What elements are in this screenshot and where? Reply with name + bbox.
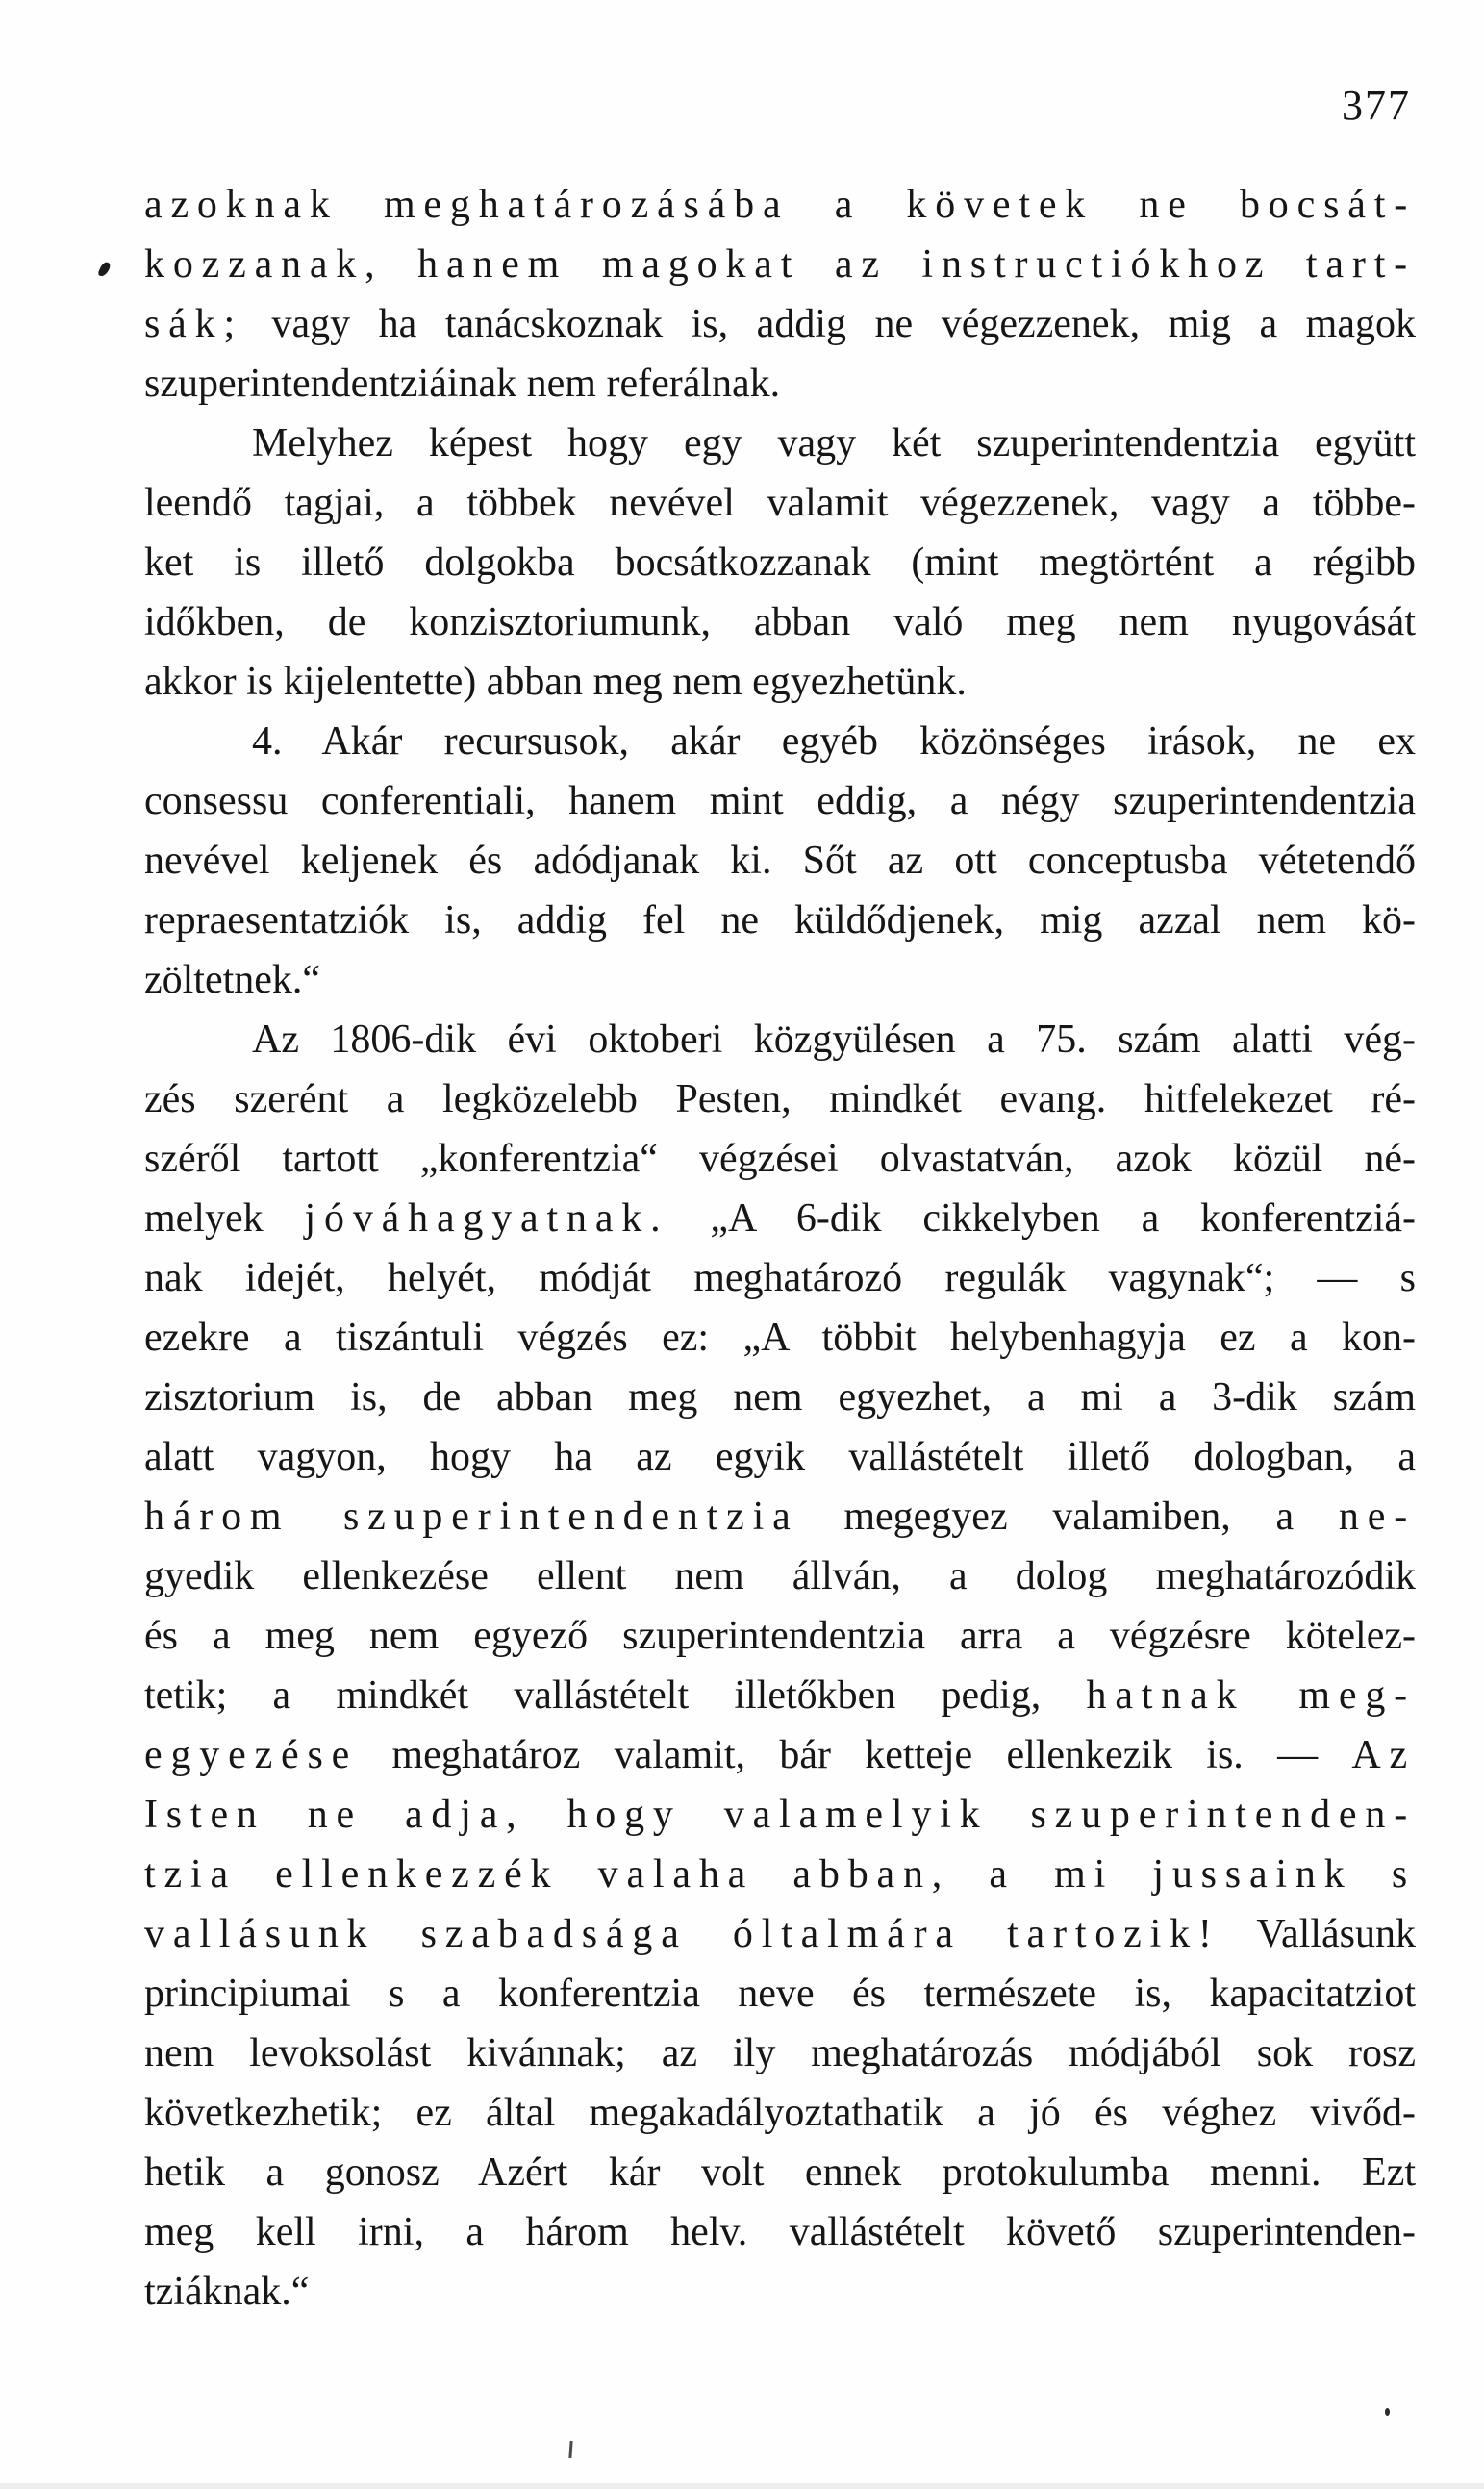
- text-segment: 4. Akár recursusok, akár egyéb közönséges irások, ne ex: [252, 719, 1416, 764]
- text-segment: meg kell irni, a három helv. vallástételt követő szuperintenden-: [144, 2210, 1416, 2254]
- letterspaced-text: Isten ne adja, hogy valamelyik szuperintenden-: [144, 1793, 1416, 1837]
- text-segment: repraesentatziók is, addig fel ne küldődjenek, mig azzal nem kö-: [144, 898, 1416, 943]
- text-line: [144, 1785, 1416, 1845]
- text-segment: szuperintendentziáinak nem referálnak.: [144, 362, 781, 406]
- text-line: [144, 473, 1416, 533]
- text-line: [144, 771, 1416, 831]
- text-segment: tziáknak.“: [144, 2270, 310, 2314]
- letterspaced-text: jóváhagyatnak.: [304, 1196, 669, 1241]
- text-line: [144, 2143, 1416, 2202]
- text-segment: nak idejét, helyét, módját meghatározó regulák vagynak“; — s: [144, 1256, 1416, 1300]
- letterspaced-text: egyezése: [144, 1733, 359, 1777]
- text-line: [144, 891, 1416, 950]
- text-line: [144, 2202, 1416, 2262]
- letterspaced-text: sák;: [144, 302, 243, 346]
- page-number: 377: [1342, 82, 1411, 129]
- text-segment: zés szerént a legközelebb Pesten, mindkét evang. hitfelekezet ré-: [144, 1077, 1416, 1121]
- text-line: [144, 1189, 1416, 1248]
- text-line: [144, 2262, 1416, 2322]
- text-line: [144, 1487, 1416, 1546]
- ink-speck: [568, 2441, 572, 2458]
- text-segment: akkor is kijelentette) abban meg nem egyezhetünk.: [144, 660, 967, 704]
- text-segment: Melyhez képest hogy egy vagy két szuperintendentzia együtt: [252, 421, 1416, 465]
- letterspaced-text: vallásunk szabadsága óltalmára tartozik!: [144, 1912, 1220, 1956]
- letterspaced-text: hatnak meg-: [1086, 1673, 1416, 1718]
- text-segment: gyedik ellenkezése ellent nem állván, a dolog meghatározódik: [144, 1554, 1416, 1598]
- text-segment: „A 6-dik cikkelyben a konferentziá-: [668, 1196, 1417, 1241]
- letterspaced-text: kozzanak, hanem magokat az instructiókhoz tart-: [144, 242, 1416, 287]
- text-segment: és a meg nem egyező szuperintendentzia arra a végzésre kötelez-: [144, 1614, 1416, 1658]
- text-line: [144, 950, 1416, 1010]
- text-line: [144, 1964, 1416, 2024]
- text-segment: principiumai s a konferentzia neve és természete is, kapacitatziot: [144, 1972, 1416, 2016]
- text-line: [144, 1069, 1416, 1129]
- text-line: [144, 2083, 1416, 2143]
- text-segment: nem levoksolást kivánnak; az ily meghatározás módjából sok rosz: [144, 2031, 1416, 2075]
- text-line: [144, 1129, 1416, 1189]
- text-segment: széről tartott „konferentzia“ végzései olvastatván, azok közül né-: [144, 1137, 1416, 1181]
- text-segment: tetik; a mindkét vallástételt illetőkben pedig,: [144, 1673, 1087, 1718]
- letterspaced-text: tzia ellenkezzék valaha abban, a mi jussaink s: [144, 1852, 1416, 1897]
- text-line: [144, 1845, 1416, 1904]
- text-segment: consessu conferentiali, hanem mint eddig, a négy szuperintendentzia: [144, 779, 1416, 823]
- text-segment: időkben, de konzisztoriumunk, abban való meg nem nyugovását: [144, 600, 1416, 644]
- text-segment: nevével keljenek és adódjanak ki. Sőt az ott conceptusba vétetendő: [144, 839, 1416, 883]
- ink-speck: [97, 261, 112, 278]
- text-line: [144, 1904, 1416, 1964]
- text-segment: ezekre a tiszántuli végzés ez: „A többit helybenhagyja ez a kon-: [144, 1316, 1416, 1360]
- text-line: [144, 1248, 1416, 1308]
- text-segment: zöltetnek.“: [144, 958, 321, 1002]
- text-line: [144, 2024, 1416, 2083]
- scan-edge-shadow: [0, 2483, 1484, 2489]
- text-segment: ket is illető dolgokba bocsátkozzanak (mint megtörtént a régibb: [144, 541, 1416, 585]
- letterspaced-text: azoknak meghatározásába a követek ne bocsát-: [144, 183, 1416, 227]
- text-segment: zisztorium is, de abban meg nem egyezhet, a mi a 3-dik szám: [144, 1375, 1416, 1420]
- text-line: [144, 354, 1416, 414]
- text-line: [144, 1606, 1416, 1666]
- text-line: [144, 414, 1416, 473]
- text-line: [144, 235, 1416, 294]
- text-segment: Vallásunk: [1220, 1912, 1416, 1956]
- text-line: [144, 1010, 1416, 1069]
- letterspaced-text: három szuperintendentzia: [144, 1495, 799, 1539]
- text-segment: vagy ha tanácskoznak is, addig ne végezzenek, mig a magok: [242, 302, 1416, 346]
- letterspaced-text: Az: [1351, 1733, 1416, 1777]
- text-segment: leendő tagjai, a többek nevével valamit végezzenek, vagy a többe-: [144, 481, 1416, 525]
- text-line: [144, 592, 1416, 652]
- text-line: [144, 1427, 1416, 1487]
- text-line: [144, 533, 1416, 592]
- text-segment: alatt vagyon, hogy ha az egyik vallástételt illető dologban, a: [144, 1435, 1416, 1479]
- text-segment: megegyez valamiben, a: [798, 1495, 1339, 1539]
- text-line: [144, 1368, 1416, 1427]
- text-line: [144, 652, 1416, 712]
- text-line: [144, 294, 1416, 354]
- text-line: [144, 1308, 1416, 1368]
- text-line: [144, 831, 1416, 891]
- text-segment: meghatároz valamit, bár ketteje ellenkezik is. —: [358, 1733, 1352, 1777]
- text-body: [144, 175, 1416, 2322]
- letterspaced-text: ne-: [1338, 1495, 1416, 1539]
- text-line: [144, 712, 1416, 771]
- text-segment: következhetik; ez által megakadályoztathatik a jó és véghez vivőd-: [144, 2091, 1416, 2135]
- text-segment: hetik a gonosz Azért kár volt ennek protokulumba menni. Ezt: [144, 2150, 1416, 2195]
- ink-speck: [1385, 2408, 1390, 2416]
- text-segment: Az 1806-dik évi oktoberi közgyülésen a 75. szám alatti vég-: [252, 1018, 1416, 1062]
- text-line: [144, 175, 1416, 235]
- text-line: [144, 1725, 1416, 1785]
- text-line: [144, 1546, 1416, 1606]
- text-segment: melyek: [144, 1196, 305, 1241]
- text-line: [144, 1666, 1416, 1725]
